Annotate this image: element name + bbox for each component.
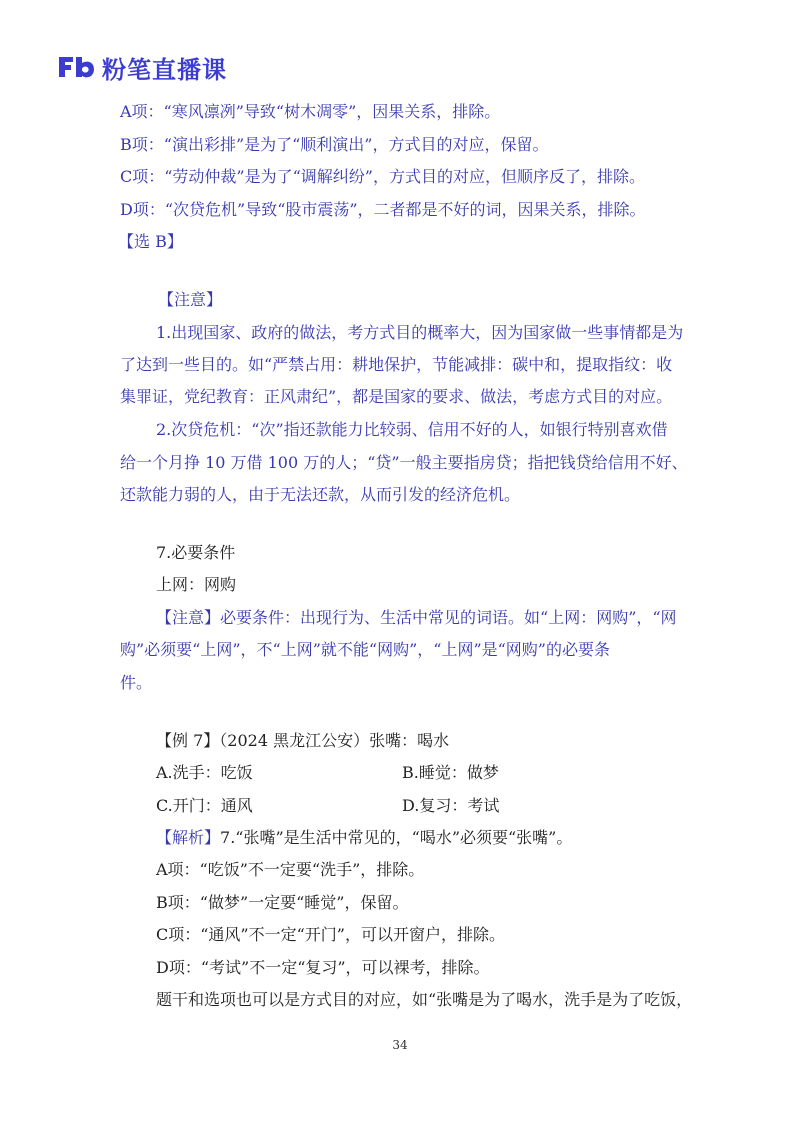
analysis-intro: 7.“张嘴”是生活中常见的，“喝水”必须要“张嘴”。 [220,828,573,847]
note-paragraph-line: 集罪证，党纪教育：正风肃纪”，都是国家的要求、做法，考虑方式目的对应。 [120,387,673,406]
option-a: A.洗手：吃饭 [156,763,253,782]
analysis-label: 【解析】 [156,828,221,847]
fb-logo-icon [56,54,96,80]
option-a-analysis: A项：“吃饭”不一定要“洗手”，排除。 [156,860,425,879]
option-a-analysis: A项：“寒风凛冽”导致“树木凋零”，因果关系，排除。 [120,102,501,121]
brand-name: 粉笔直播课 [102,55,227,84]
option-c-analysis: C项：“通风”不一定“开门”，可以开窗户，排除。 [156,925,505,944]
note-label: 【注意】 [156,608,221,627]
option-c: C.开门：通风 [156,796,253,815]
option-b-analysis: B项：“做梦”一定要“睡觉”，保留。 [156,893,409,912]
section-note-line: 购”必须要“上网”，不“上网”就不能“网购”，“上网”是“网购”的必要条 [120,640,610,659]
analysis-extra-line: 题干和选项也可以是方式目的对应，如“张嘴是为了喝水，洗手是为了吃饭， [156,990,693,1009]
answer-label: 【选 B】 [118,232,183,251]
note-title: 【注意】 [158,290,223,309]
option-c-analysis: C项：“劳动仲裁”是为了“调解纠纷”，方式目的对应，但顺序反了，排除。 [120,167,645,186]
option-d-analysis: D项：“考试”不一定“复习”，可以裸考，排除。 [156,958,490,977]
analysis-intro-line [156,827,572,849]
brand-logo [56,52,227,82]
option-d: D.复习：考试 [402,796,500,815]
section-example: 上网：网购 [156,575,237,594]
example-source: （2024 黑龙江公安）张嘴：喝水 [219,731,450,750]
note-paragraph-line: 还款能力弱的人，由于无法还款，从而引发的经济危机。 [120,485,521,504]
note-paragraph-line: 了达到一些目的。如“严禁占用：耕地保护，节能减排：碳中和，提取指纹：收 [120,355,673,374]
note-paragraph-line: 2.次贷危机：“次”指还款能力比较弱、信用不好的人，如银行特别喜欢借 [156,420,668,439]
section-title: 7.必要条件 [156,543,236,562]
option-b-analysis: B项：“演出彩排”是为了“顺利演出”，方式目的对应，保留。 [120,135,549,154]
option-b: B.睡觉：做梦 [402,763,499,782]
note-paragraph-line: 给一个月挣 10 万借 100 万的人；“贷”一般主要指房贷；指把钱贷给信用不好、 [120,453,688,472]
example-header [156,730,449,752]
option-d-analysis: D项：“次贷危机”导致“股市震荡”，二者都是不好的词，因果关系，排除。 [120,200,646,219]
note-paragraph-line: 1.出现国家、政府的做法，考方式目的概率大，因为国家做一些事情都是为 [156,323,684,342]
section-note-line: 件。 [120,673,153,692]
example-label: 【例 7】 [156,731,220,750]
page-number: 34 [392,1038,408,1052]
section-note-line [156,607,677,629]
note-text: 必要条件：出现行为、生活中常见的词语。如“上网：网购”，“网 [220,608,677,627]
